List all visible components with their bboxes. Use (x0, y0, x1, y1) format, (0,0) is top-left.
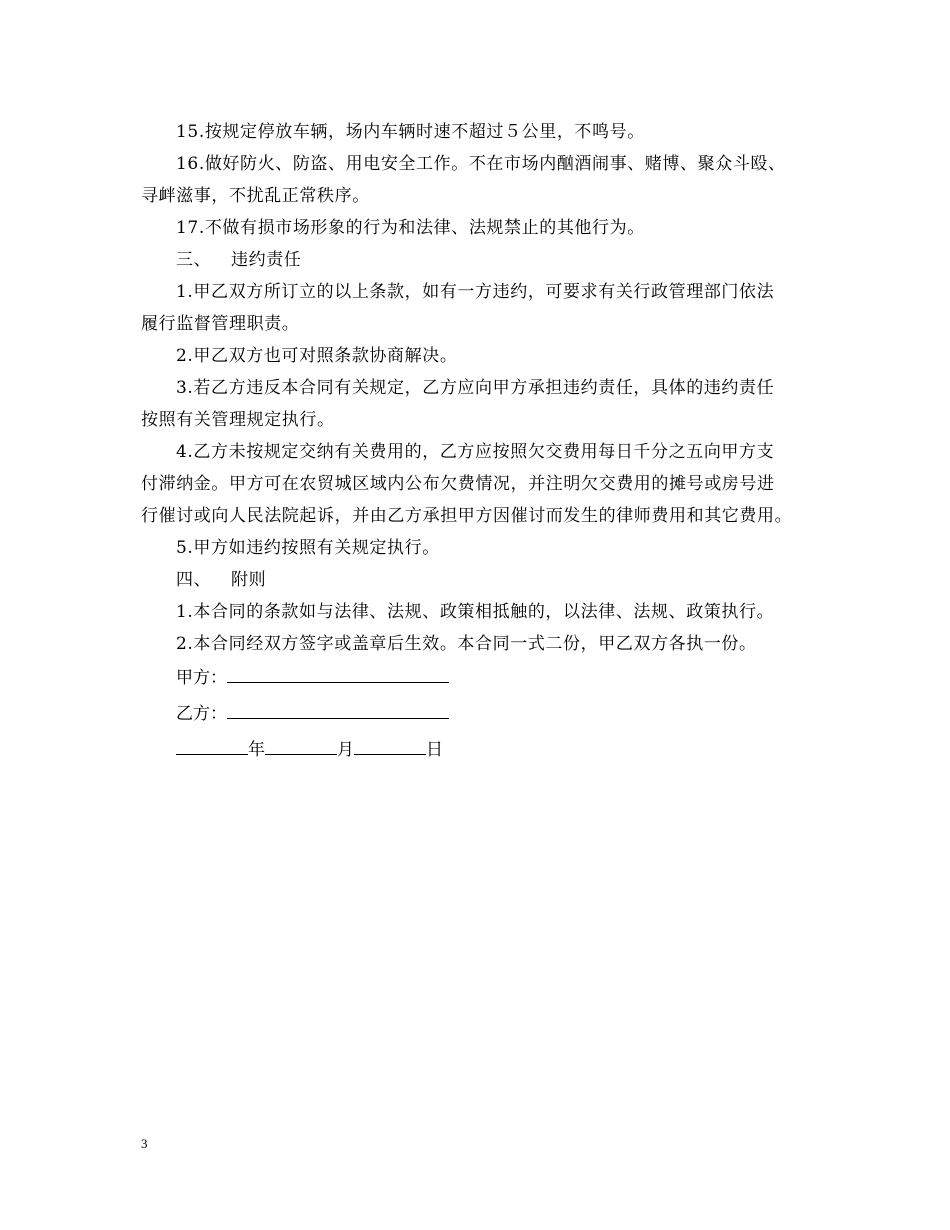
date-line: 年 月 日 (141, 732, 831, 768)
supplementary-clause-1: 1.本合同的条款如与法律、法规、政策相抵触的，以法律、法规、政策执行。 (176, 602, 775, 622)
year-blank (176, 732, 248, 755)
party-b-signature: 乙方： (141, 696, 831, 732)
clause-17: 17.不做有损市场形象的行为和法律、法规禁止的其他行为。 (176, 218, 645, 238)
breach-clause-4: 4.乙方未按规定交纳有关费用的，乙方应按照欠交费用每日千分之五向甲方支 付滞纳金。甲方可在农贸城区域内公布欠费情况，并注明欠交费用的摊号或房号进 行催讨或向人民法院起诉，并由乙方承担甲方因催讨而发生的律师费用和其它费用。 (141, 442, 793, 526)
clause-16: 16.做好防火、防盗、用电安全工作。不在市场内酗酒闹事、赌博、聚众斗殴、 寻衅滋事，不扰乱正常秩序。 (141, 154, 786, 206)
breach-clause-5: 5.甲方如违约按照有关规定执行。 (176, 538, 440, 558)
section-heading-supplementary: 四、 附则 (176, 570, 267, 590)
breach-clause-3: 3.若乙方违反本合同有关规定，乙方应向甲方承担违约责任，具体的违约责任 按照有关管理规定执行。 (141, 378, 775, 430)
party-b-blank (227, 696, 449, 719)
breach-clause-1: 1.甲乙双方所订立的以上条款，如有一方违约，可要求有关行政管理部门依法 履行监督管理职责。 (141, 282, 775, 334)
party-a-blank (227, 660, 449, 683)
breach-clause-2: 2.甲乙双方也可对照条款协商解决。 (176, 346, 458, 366)
party-a-signature: 甲方： (141, 660, 831, 696)
section-heading-breach: 三、 违约责任 (176, 250, 302, 270)
clause-15: 15.按规定停放车辆，场内车辆时速不超过５公里，不鸣号。 (176, 122, 645, 142)
document-body (141, 116, 831, 768)
day-blank (354, 732, 426, 755)
page-number: 3 (141, 1136, 148, 1151)
month-blank (265, 732, 337, 755)
supplementary-clause-2: 2.本合同经双方签字或盖章后生效。本合同一式二份，甲乙双方各执一份。 (176, 634, 757, 654)
